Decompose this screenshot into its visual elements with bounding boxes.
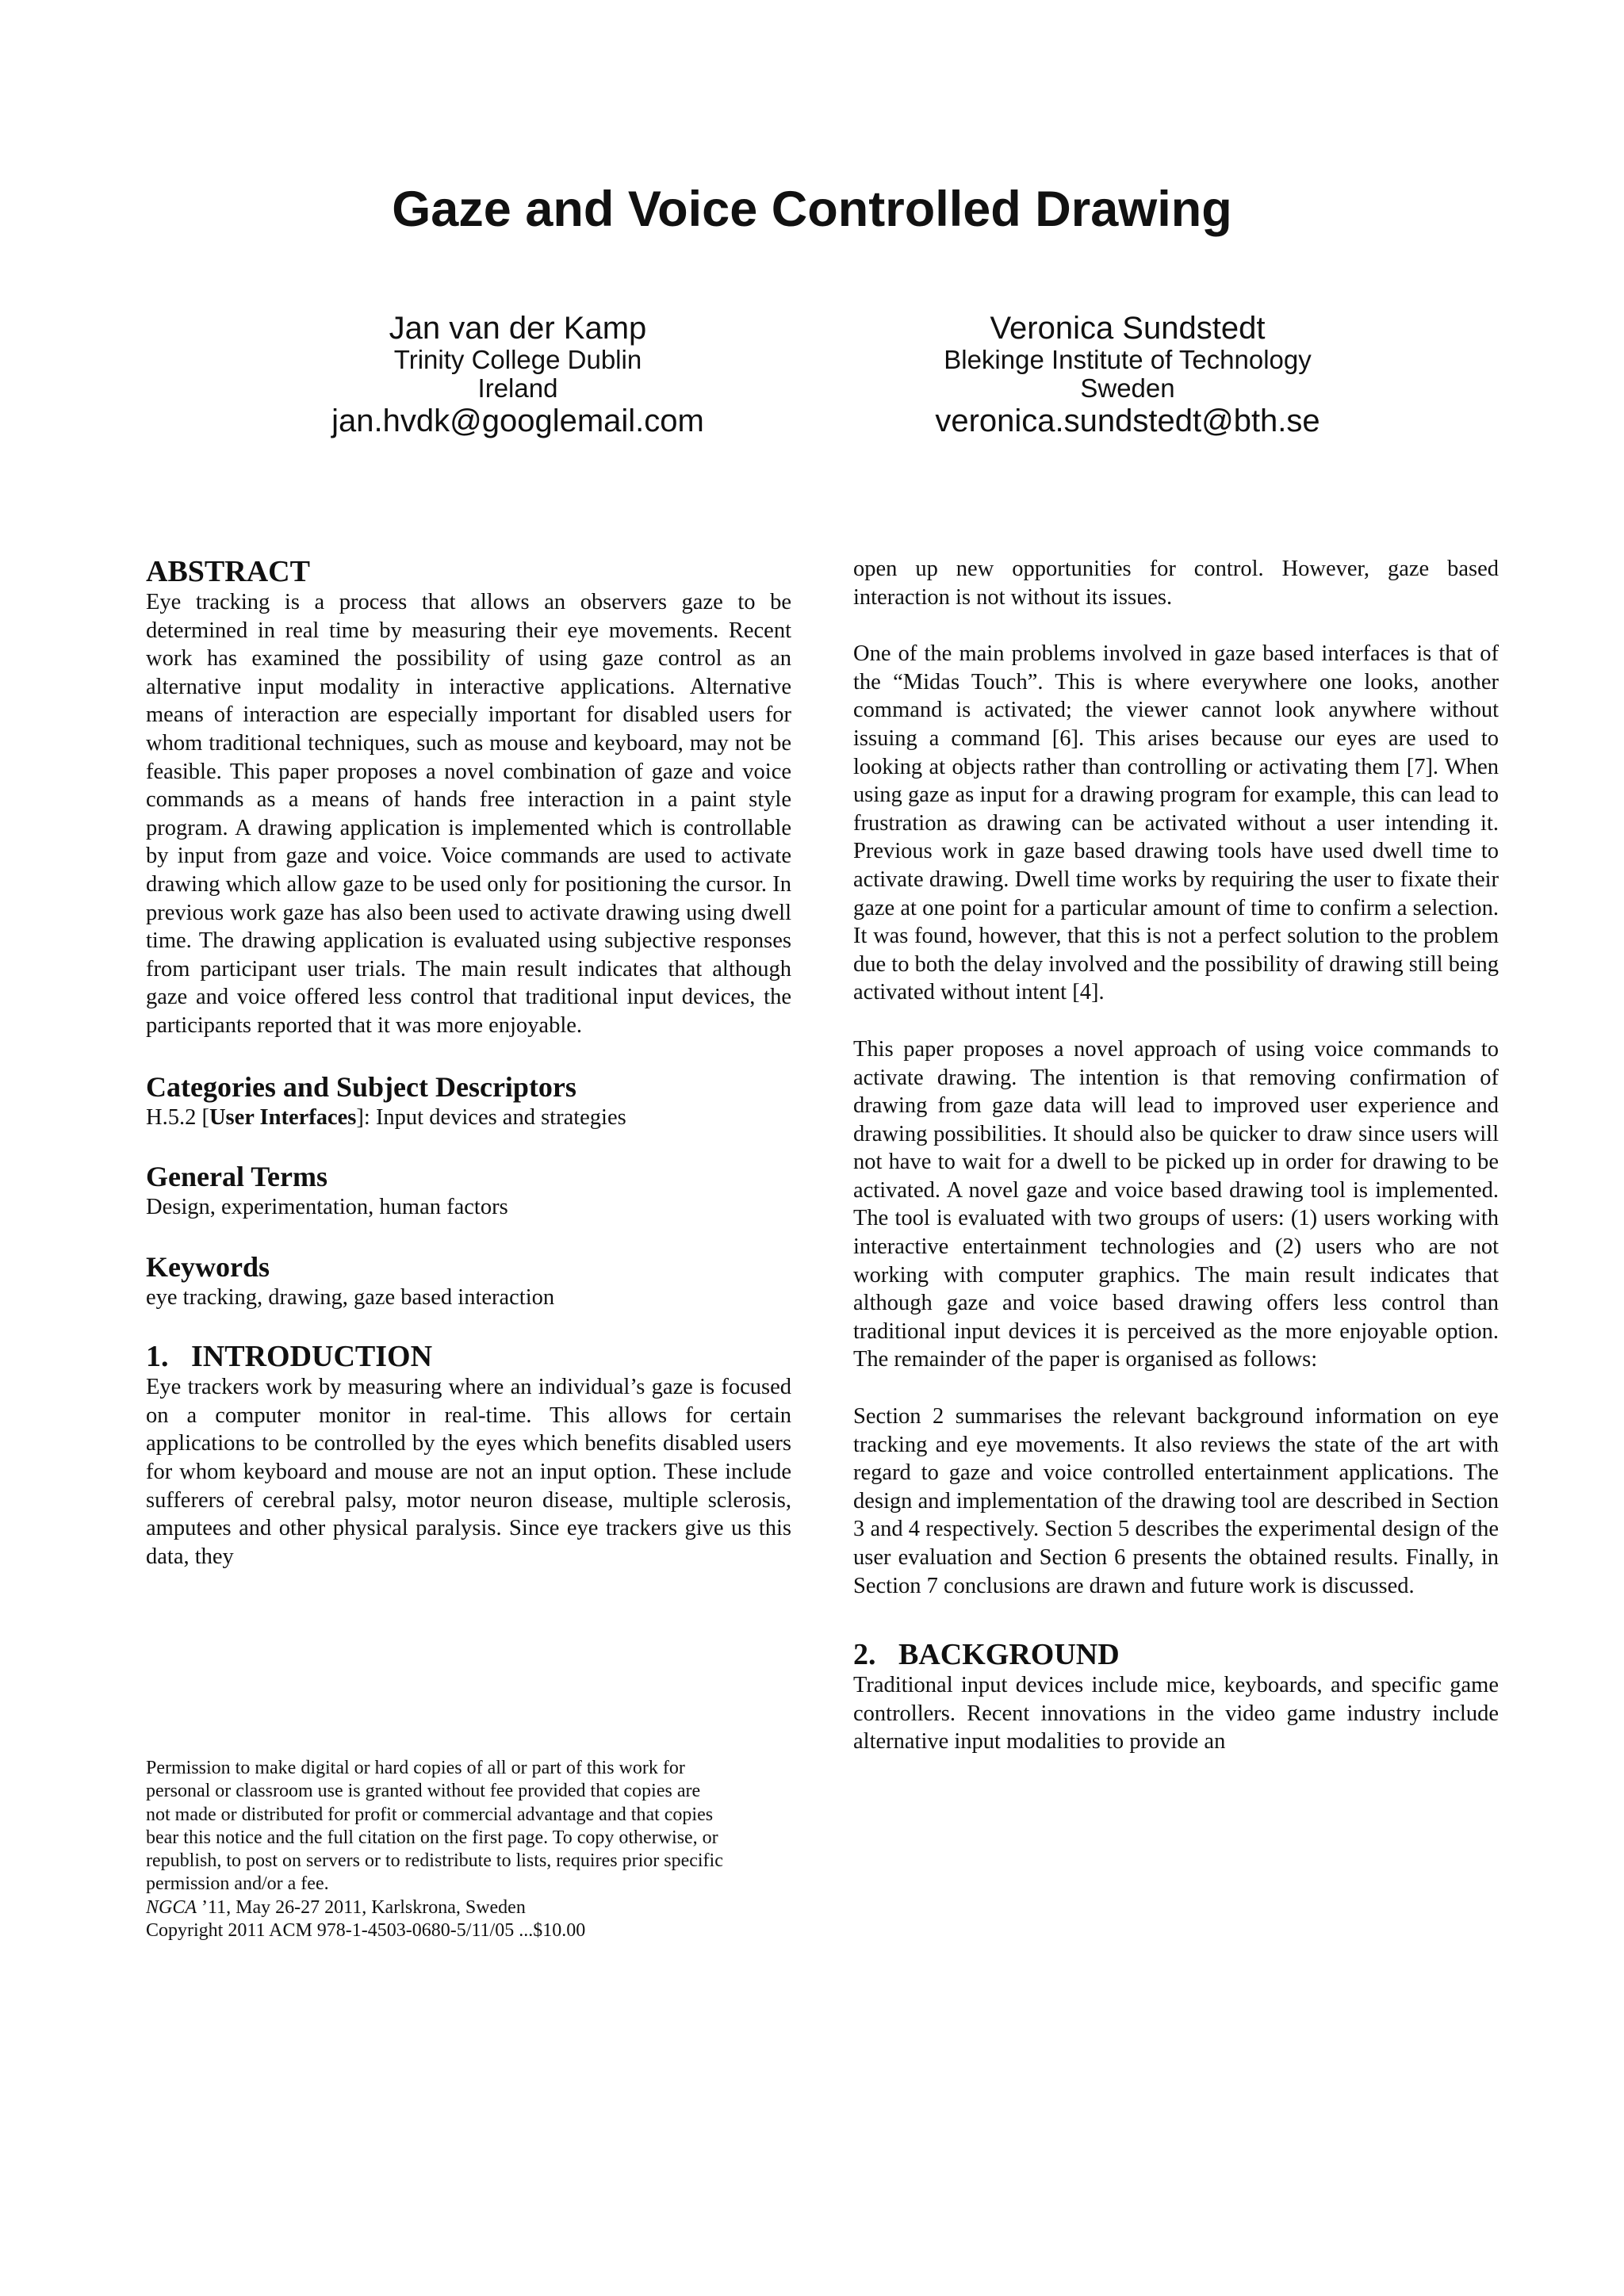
author-block xyxy=(240,311,795,439)
author-affiliation: Blekinge Institute of Technology xyxy=(944,345,1312,374)
permission-line: Permission to make digital or hard copies of all or part of this work for xyxy=(146,1758,685,1778)
categories-heading: Categories and Subject Descriptors xyxy=(146,1070,576,1103)
abstract-heading: ABSTRACT xyxy=(146,555,310,588)
right-column xyxy=(853,555,1499,1756)
general-terms-heading: General Terms xyxy=(146,1161,327,1193)
author-country: Sweden xyxy=(1080,373,1175,403)
permission-notice xyxy=(146,1757,791,1942)
general-terms-text: Design, experimentation, human factors xyxy=(146,1195,508,1220)
introduction-paragraph: One of the main problems involved in gaze based interfaces is that of the “Midas Touch”. This is where everywhere one looks, another command is activated; the viewer cannot look anywhere without issuing a command [6]. This arises because our eyes are used to looking at objects rather than controlling or activating them [7]. When using gaze as input for a drawing program for example, this can lead to frustration as drawing can be activated without a user intending it. Previous work in gaze based drawing tools have used dwell time to activate drawing. Dwell time works by requiring the user to fixate their gaze at one point for a particular amount of time to confirm a selection. It was found, however, that this is not a perfect solution to the problem due to both the delay involved and the possibility of drawing still being activated without intent [4]. xyxy=(853,641,1499,1005)
author-country: Ireland xyxy=(477,373,558,403)
permission-line: bear this notice and the full citation on the first page. To copy otherwise, or xyxy=(146,1827,718,1848)
categories-text xyxy=(146,1104,791,1132)
keywords-text: eye tracking, drawing, gaze based interaction xyxy=(146,1284,555,1310)
categories-bold: User Interfaces xyxy=(209,1104,357,1130)
background-paragraph: Traditional input devices include mice, keyboards, and specific game controllers. Recent innovations in the video game industry include alternative input modalities to provide an xyxy=(853,1673,1499,1755)
categories-rest: ]: Input devices and strategies xyxy=(356,1104,626,1130)
introduction-heading: 1. INTRODUCTION xyxy=(146,1340,433,1374)
permission-line: not made or distributed for profit or commercial advantage and that copies xyxy=(146,1804,714,1825)
venue-line xyxy=(146,1896,791,1919)
author-name: Veronica Sundstedt xyxy=(990,311,1266,346)
introduction-paragraph: Eye trackers work by measuring where an individual’s gaze is focused on a computer monitor in real-time. This allows for certain applications to be controlled by the eyes which benefits disabled users for whom keyboard and mouse are not an input option. These include sufferers of cerebral palsy, motor neuron disease, multiple sclerosis, amputees and other physical paralysis. Since eye trackers give us this data, they xyxy=(146,1375,791,1569)
permission-line: permission and/or a fee. xyxy=(146,1873,329,1895)
introduction-paragraph: open up new opportunities for control. However, gaze based interaction is not without its issues. xyxy=(853,557,1499,610)
author-email[interactable]: jan.hvdk@googlemail.com xyxy=(331,404,704,438)
author-affiliation: Trinity College Dublin xyxy=(393,345,642,374)
permission-line: personal or classroom use is granted without fee provided that copies are xyxy=(146,1781,701,1802)
author-email[interactable]: veronica.sundstedt@bth.se xyxy=(935,404,1320,438)
keywords-heading: Keywords xyxy=(146,1250,270,1283)
introduction-paragraph: This paper proposes a novel approach of using voice commands to activate drawing. The intention is that removing confirmation of drawing from gaze data will lead to improved user experience and drawing possibilities. It should also be quicker to draw since users will not have to wait for a dwell to be picked up in order for drawing to be activated. A novel gaze and voice based drawing tool is implemented. The tool is evaluated with two groups of users: (1) users working with interactive entertainment technologies and (2) users who are not working with computer graphics. The main result indicates that although gaze and voice based drawing offers less control than traditional input devices it is perceived as the more enjoyable option. The remainder of the paper is organised as follows: xyxy=(853,1036,1499,1372)
copyright-line: Copyright 2011 ACM 978-1-4503-0680-5/11/05 ...$10.00 xyxy=(146,1920,586,1942)
categories-code: H.5.2 [ xyxy=(146,1104,209,1130)
introduction-paragraph: Section 2 summarises the relevant background information on eye tracking and eye movements. It also reviews the state of the art with regard to gaze and voice controlled entertainment applications. The design and implementation of the drawing tool are described in Section 3 and 4 respectively. Section 5 describes the experimental design of the user evaluation and Section 6 presents the obtained results. Finally, in Section 7 conclusions are drawn and future work is discussed. xyxy=(853,1404,1499,1598)
author-name: Jan van der Kamp xyxy=(389,311,647,346)
paper-title: Gaze and Voice Controlled Drawing xyxy=(392,182,1232,237)
permission-line: republish, to post on servers or to redistribute to lists, requires prior specific xyxy=(146,1850,723,1872)
venue-details: ’11, May 26-27 2011, Karlskrona, Sweden xyxy=(197,1896,526,1918)
background-heading: 2. BACKGROUND xyxy=(853,1638,1120,1672)
abstract-text: Eye tracking is a process that allows an observers gaze to be determined in real time by measuring their eye movements. Recent work has examined the possibility of using gaze control as an alternative input modality in interactive applications. Alternative means of interaction are especially important for disabled users for whom traditional techniques, such as mouse and keyboard, may not be feasible. This paper proposes a novel combination of gaze and voice commands as a means of hands free interaction in a paint style program. A drawing application is implemented which is controllable by input from gaze and voice. Voice commands are used to activate drawing which allow gaze to be used only for positioning the cursor. In previous work gaze has also been used to activate drawing using dwell time. The drawing application is evaluated using subjective responses from participant user trials. The main result indicates that although gaze and voice offered less control that traditional input devices, the participants reported that it was more enjoyable. xyxy=(146,590,791,1038)
left-column xyxy=(146,555,791,1571)
venue-name: NGCA xyxy=(146,1896,197,1918)
author-block xyxy=(850,311,1405,439)
